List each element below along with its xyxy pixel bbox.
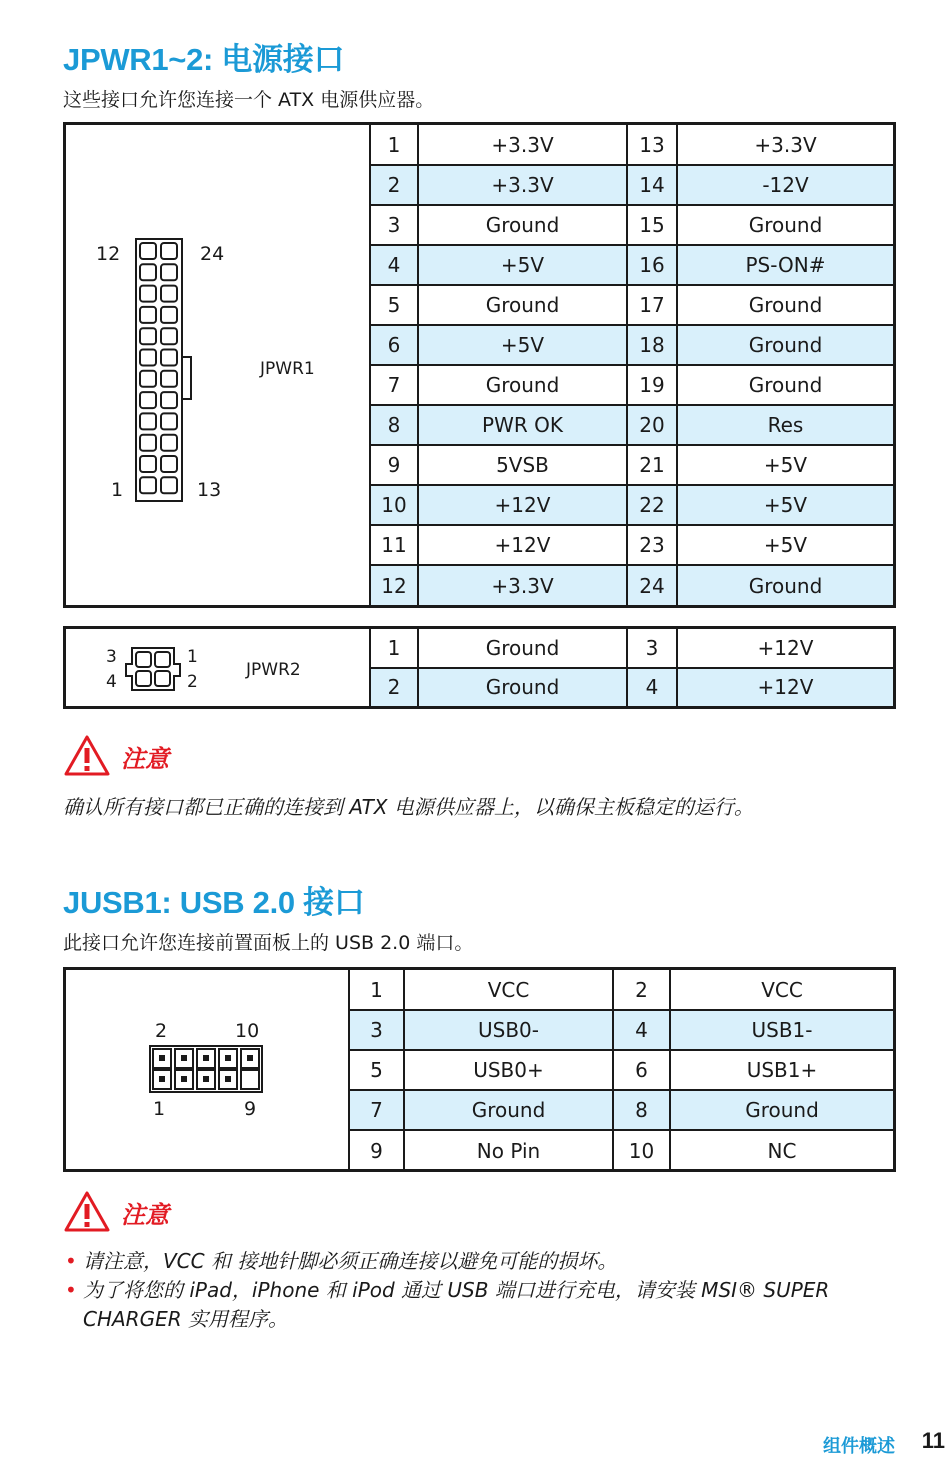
jusb1-pin-label-top-right: 10 xyxy=(235,1020,260,1042)
note-title-2: 注意 xyxy=(121,1200,169,1229)
pin-signal-cell: +12V xyxy=(418,525,627,565)
pin-number-cell: 3 xyxy=(627,629,677,668)
note-title-1: 注意 xyxy=(121,744,169,773)
pin-number-cell: 2 xyxy=(371,668,418,707)
jpwr1-pin-table xyxy=(371,125,893,605)
pin-number-cell: 8 xyxy=(613,1090,670,1130)
pin-number-cell: 4 xyxy=(371,245,418,285)
pin-number-cell: 3 xyxy=(350,1010,404,1050)
pin-number-cell: 1 xyxy=(350,970,404,1010)
pin-number-cell: 15 xyxy=(627,205,677,245)
pin-number-cell: 13 xyxy=(627,125,677,165)
jusb1-pin-label-bottom-left: 1 xyxy=(153,1098,166,1120)
table-row xyxy=(371,285,893,325)
jpwr1-box xyxy=(63,122,896,608)
pin-signal-cell: Ground xyxy=(677,365,893,405)
pin-number-cell: 6 xyxy=(613,1050,670,1090)
jusb1-pin-table xyxy=(350,970,893,1170)
table-row xyxy=(371,445,893,485)
pin-number-cell: 24 xyxy=(627,565,677,605)
list-item xyxy=(63,1276,863,1334)
section-description-jusb: 此接口允许您连接前置面板上的 USB 2.0 端口。 xyxy=(63,932,474,954)
jpwr2-name: JPWR2 xyxy=(246,660,301,680)
jpwr1-connector-icon xyxy=(134,237,196,503)
pin-signal-cell: +12V xyxy=(418,485,627,525)
table-row xyxy=(371,325,893,365)
footer-section-name: 组件概述 xyxy=(823,1436,895,1457)
pin-signal-cell: Ground xyxy=(418,629,627,668)
pin-signal-cell: Ground xyxy=(418,205,627,245)
pin-number-cell: 2 xyxy=(613,970,670,1010)
pin-signal-cell: +3.3V xyxy=(418,125,627,165)
pin-signal-cell: Ground xyxy=(418,285,627,325)
pin-number-cell: 9 xyxy=(370,1138,383,1163)
pin-signal-cell: +12V xyxy=(677,629,893,668)
pin-signal-cell: USB0- xyxy=(404,1010,613,1050)
pin-signal-cell: VCC xyxy=(670,970,893,1010)
table-row xyxy=(350,970,893,1010)
pin-signal-cell: Ground xyxy=(418,365,627,405)
pin-number-cell: 1 xyxy=(371,125,418,165)
jpwr2-box xyxy=(63,626,896,709)
pin-number-cell: 3 xyxy=(371,205,418,245)
warning-triangle-icon xyxy=(63,1190,111,1234)
pin-number-cell: 10 xyxy=(613,1130,670,1170)
pin-number-cell: 21 xyxy=(627,445,677,485)
pin-number-cell: 11 xyxy=(371,525,418,565)
note-item-text: 为了将您的 iPad，iPhone 和 iPod 通过 USB 端口进行充电，请安装 MSI® SUPER CHARGER 实用程序。 xyxy=(83,1278,830,1331)
pin-number-cell: 23 xyxy=(627,525,677,565)
pin-number-cell: 2 xyxy=(371,165,418,205)
pin-signal-cell: +5V xyxy=(677,525,893,565)
pin-signal-cell: NC xyxy=(670,1130,893,1170)
table-row xyxy=(371,205,893,245)
pin-number-cell: 4 xyxy=(613,1010,670,1050)
pin-signal-cell: PS-ON# xyxy=(677,245,893,285)
page-number: 11 xyxy=(921,1428,945,1453)
pin-signal-cell: +12V xyxy=(677,668,893,707)
pin-signal-cell: 5VSB xyxy=(418,445,627,485)
pin-number-cell: 1 xyxy=(371,629,418,668)
note-item-text: 请注意，VCC 和 接地针脚必须正确连接以避免可能的损坏。 xyxy=(83,1249,618,1273)
pin-signal-cell: No Pin xyxy=(404,1130,613,1170)
table-row xyxy=(371,565,893,605)
pin-number-cell: 14 xyxy=(627,165,677,205)
pin-signal-cell: Ground xyxy=(677,325,893,365)
pin-signal-cell: USB1+ xyxy=(670,1050,893,1090)
pin-signal-cell: Ground xyxy=(670,1090,893,1130)
jpwr2-diagram xyxy=(66,629,371,706)
list-item xyxy=(63,1247,863,1276)
jpwr1-name: JPWR1 xyxy=(260,359,315,379)
pin-signal-cell: Ground xyxy=(677,565,893,605)
jpwr1-pin-label-top-right: 24 xyxy=(200,243,225,265)
table-row xyxy=(371,668,893,707)
table-row xyxy=(371,125,893,165)
note-heading-1 xyxy=(63,734,169,778)
pin-signal-cell: -12V xyxy=(677,165,893,205)
pin-number-cell: 4 xyxy=(627,668,677,707)
jpwr1-pin-label-bottom-left: 1 xyxy=(111,479,124,501)
table-row xyxy=(371,485,893,525)
pin-signal-cell: USB1- xyxy=(670,1010,893,1050)
pin-number-cell: 8 xyxy=(371,405,418,445)
pin-signal-cell: Ground xyxy=(677,205,893,245)
pin-signal-cell: +5V xyxy=(418,245,627,285)
pin-number-cell: 20 xyxy=(627,405,677,445)
pin-signal-cell: +5V xyxy=(677,485,893,525)
pin-number-cell: 9 xyxy=(371,445,418,485)
pin-signal-cell: Res xyxy=(677,405,893,445)
jpwr1-pin-label-bottom-right: 13 xyxy=(197,479,222,501)
table-row xyxy=(350,1010,893,1050)
pin-signal-cell: +5V xyxy=(418,325,627,365)
table-row xyxy=(350,1130,893,1170)
table-row xyxy=(371,629,893,668)
table-row xyxy=(371,245,893,285)
pin-signal-cell: Ground xyxy=(404,1090,613,1130)
note-text-1: 确认所有接口都已正确的连接到 ATX 电源供应器上，以确保主板稳定的运行。 xyxy=(63,795,754,819)
pin-signal-cell: +3.3V xyxy=(418,165,627,205)
table-row xyxy=(371,365,893,405)
pin-number-cell: 12 xyxy=(371,565,418,605)
bullet-icon: • xyxy=(65,1249,77,1273)
jpwr2-pin-table xyxy=(371,629,893,706)
table-row xyxy=(371,525,893,565)
jpwr1-pin-label-top-left: 12 xyxy=(96,243,121,265)
warning-triangle-icon xyxy=(63,734,111,778)
table-row xyxy=(350,1090,893,1130)
section-description-jpwr: 这些接口允许您连接一个 ATX 电源供应器。 xyxy=(63,89,435,111)
pin-number-cell: 6 xyxy=(371,325,418,365)
pin-number-cell: 22 xyxy=(627,485,677,525)
pin-number-cell: 19 xyxy=(627,365,677,405)
table-row xyxy=(371,405,893,445)
pin-number-cell: 5 xyxy=(371,285,418,325)
jusb1-box xyxy=(63,967,896,1172)
jusb1-pin-label-bottom-right: 9 xyxy=(244,1098,257,1120)
table-row xyxy=(350,1050,893,1090)
jusb1-pin-label-top-left: 2 xyxy=(155,1020,168,1042)
pin-signal-cell: VCC xyxy=(404,970,613,1010)
pin-signal-cell: +3.3V xyxy=(677,125,893,165)
jpwr2-pin-label-top-right: 1 xyxy=(187,647,198,667)
note-list-2 xyxy=(63,1247,863,1334)
pin-number-cell: 7 xyxy=(371,365,418,405)
pin-number-cell: 7 xyxy=(350,1090,404,1130)
jpwr2-connector-icon xyxy=(120,644,186,694)
pin-signal-cell: PWR OK xyxy=(418,405,627,445)
jpwr2-pin-label-bottom-right: 2 xyxy=(187,672,198,692)
section-title-jpwr: JPWR1~2: 电源接口 xyxy=(63,42,345,77)
bullet-icon: • xyxy=(65,1278,77,1302)
pin-number-cell: 17 xyxy=(627,285,677,325)
table-row xyxy=(371,165,893,205)
note-heading-2 xyxy=(63,1190,169,1234)
pin-signal-cell: USB0+ xyxy=(404,1050,613,1090)
pin-signal-cell: Ground xyxy=(677,285,893,325)
pin-signal-cell: +5V xyxy=(677,445,893,485)
jusb1-connector-icon xyxy=(148,1044,264,1094)
pin-number-cell: 18 xyxy=(627,325,677,365)
jpwr2-pin-label-bottom-left: 4 xyxy=(106,672,117,692)
jpwr1-diagram xyxy=(66,125,371,605)
jusb1-diagram xyxy=(66,970,350,1169)
pin-number-cell: 5 xyxy=(350,1050,404,1090)
pin-number-cell: 16 xyxy=(627,245,677,285)
pin-signal-cell: Ground xyxy=(418,668,627,707)
pin-number-cell: 10 xyxy=(371,485,418,525)
jpwr2-pin-label-top-left: 3 xyxy=(106,647,117,667)
pin-signal-cell: +3.3V xyxy=(418,565,627,605)
section-title-jusb: JUSB1: USB 2.0 接口 xyxy=(63,885,365,920)
